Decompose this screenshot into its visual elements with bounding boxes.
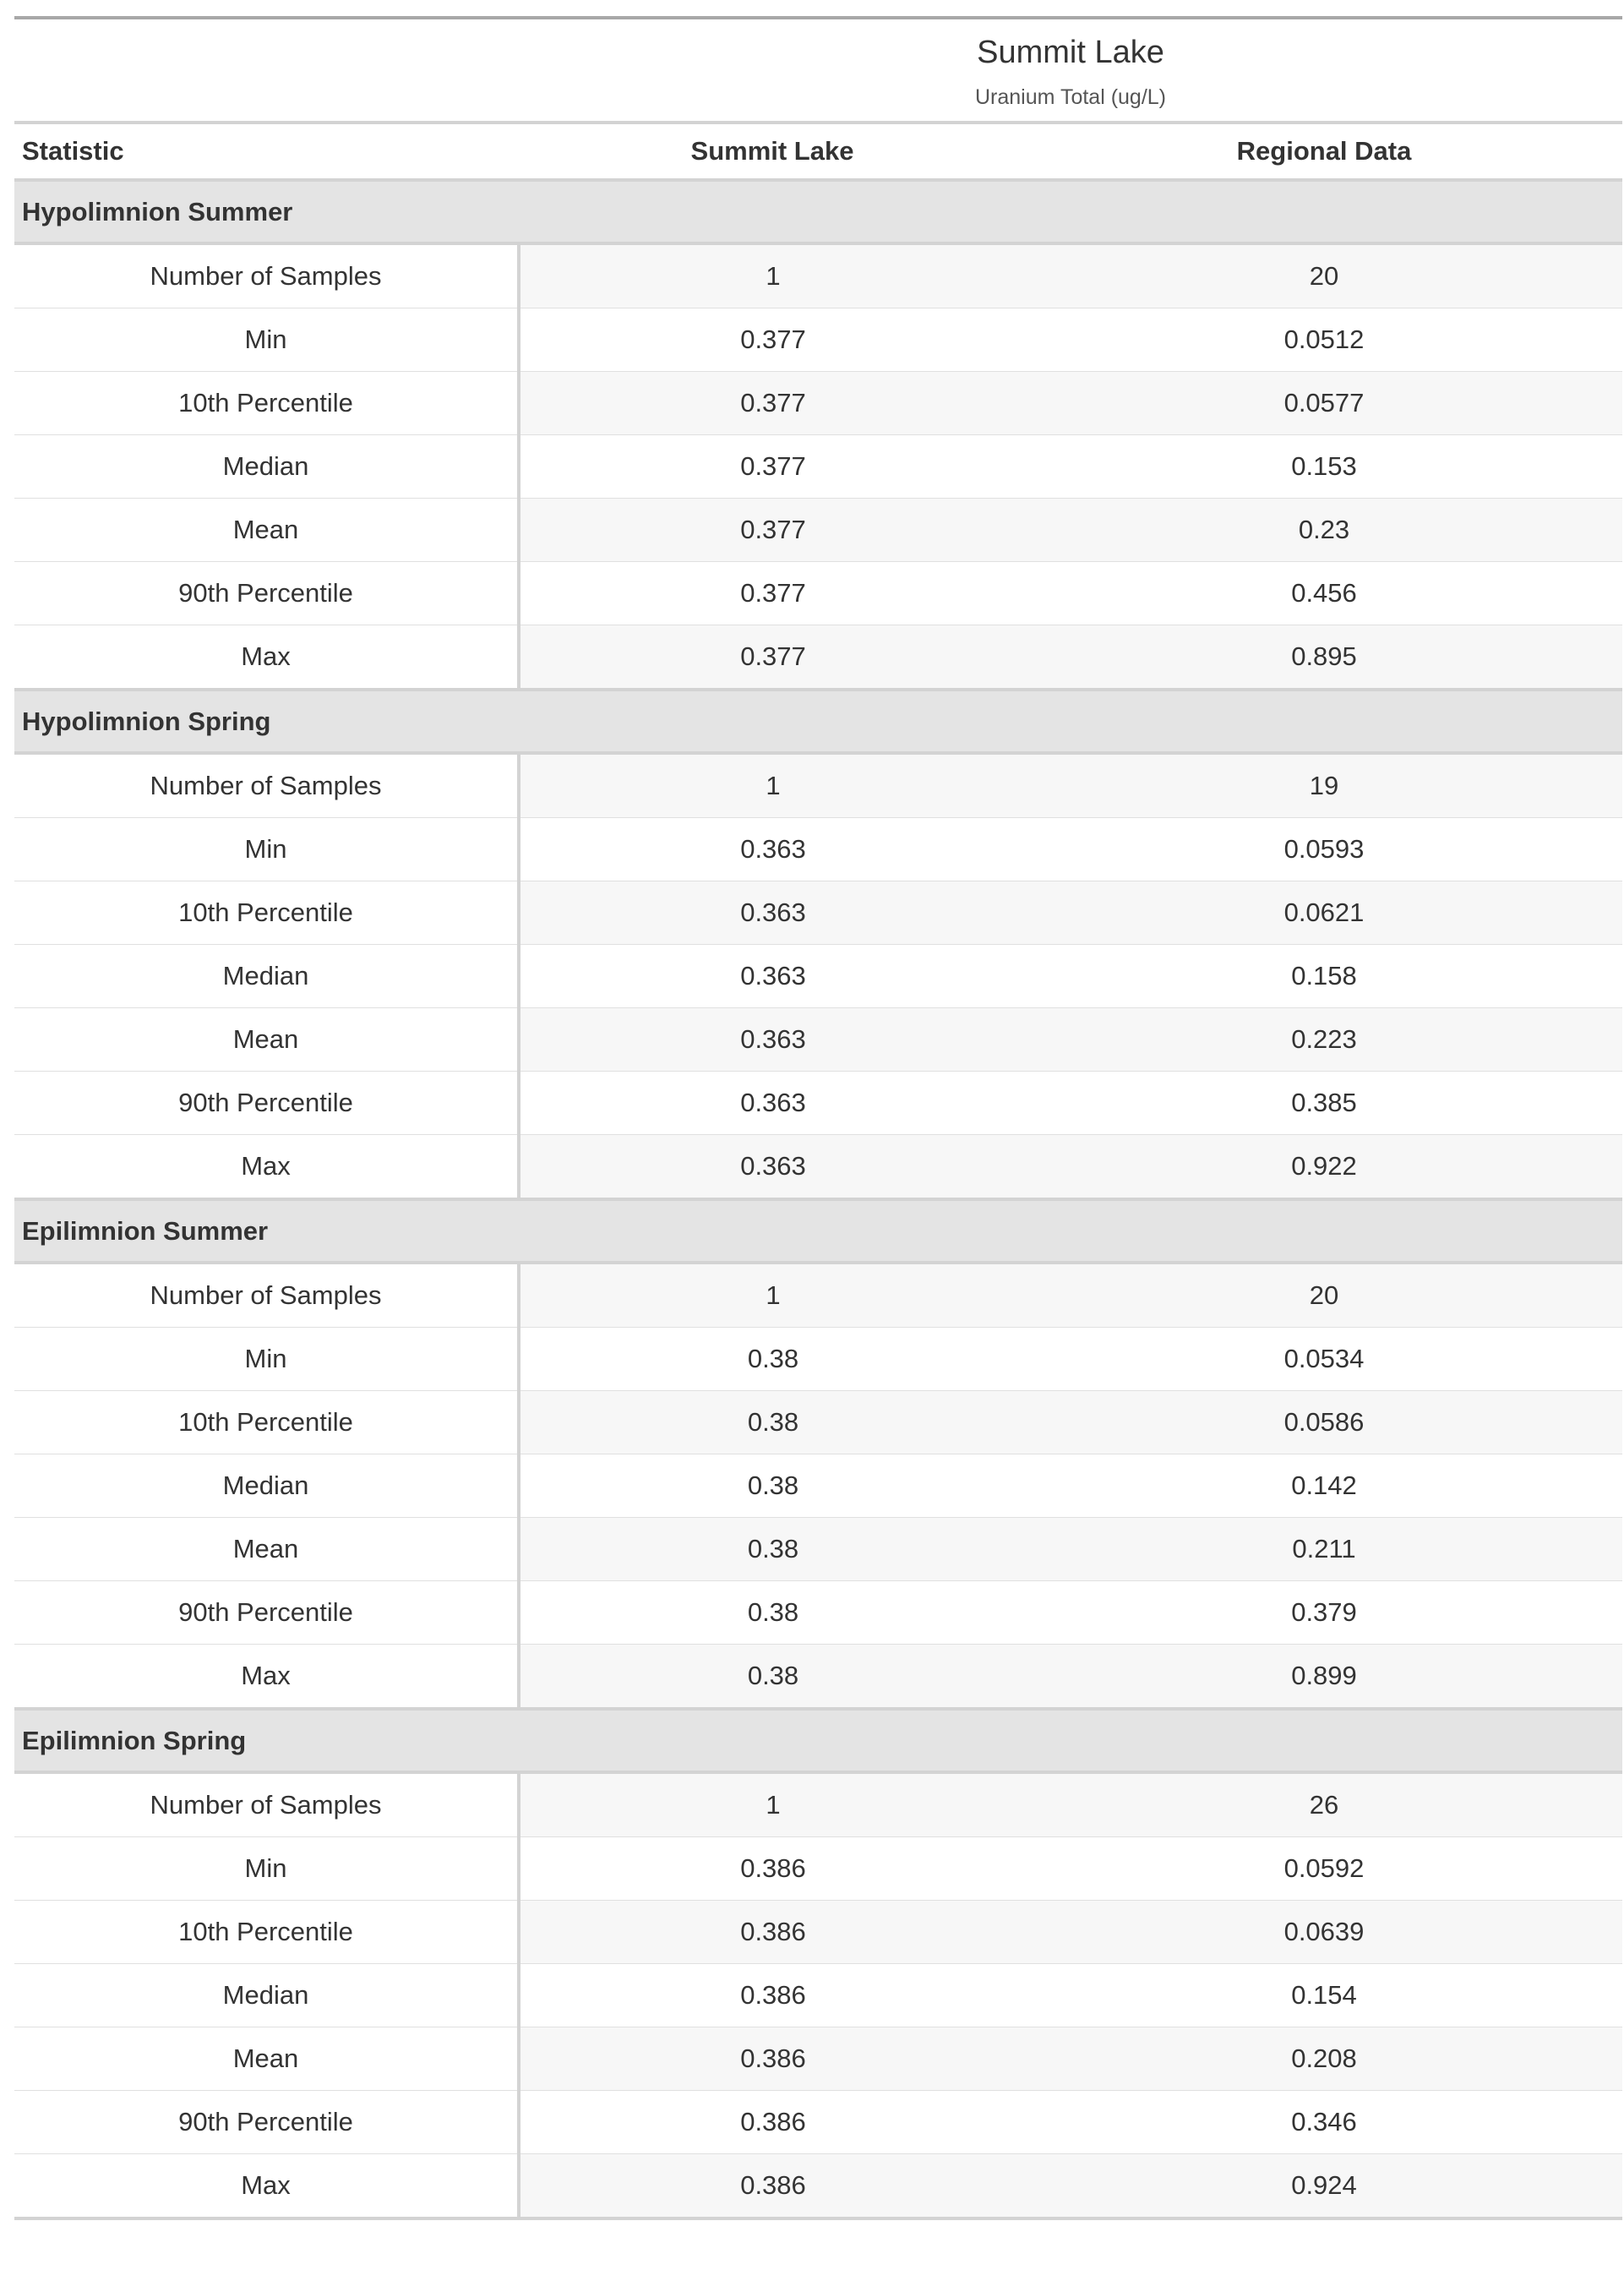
summit-lake-value-cell: 0.386 — [519, 1964, 1026, 2027]
column-header-statistic: Statistic — [14, 123, 519, 180]
table-title-spacer — [14, 18, 519, 123]
group-header-row — [14, 180, 1622, 243]
table-row — [14, 499, 1622, 562]
table-title: Summit Lake — [977, 35, 1164, 70]
statistic-cell: Median — [14, 435, 519, 499]
statistic-cell: Max — [14, 1135, 519, 1200]
statistic-cell: Mean — [14, 499, 519, 562]
table-subtitle: Uranium Total (ug/L) — [974, 85, 1167, 109]
regional-value-cell: 0.0593 — [1026, 818, 1622, 881]
statistic-cell: Number of Samples — [14, 1772, 519, 1837]
summit-lake-value-cell: 0.377 — [519, 499, 1026, 562]
column-header-regional-data: Regional Data — [1026, 123, 1622, 180]
statistic-cell: 90th Percentile — [14, 1072, 519, 1135]
table-row — [14, 1391, 1622, 1454]
statistic-cell: Min — [14, 308, 519, 372]
regional-value-cell: 0.0577 — [1026, 372, 1622, 435]
regional-value-cell: 0.922 — [1026, 1135, 1622, 1200]
table-row — [14, 2027, 1622, 2091]
summit-lake-value-cell: 0.363 — [519, 1008, 1026, 1072]
summit-lake-value-cell: 1 — [519, 753, 1026, 818]
table-row — [14, 308, 1622, 372]
table-row — [14, 1772, 1622, 1837]
table-row — [14, 1901, 1622, 1964]
statistic-cell: 90th Percentile — [14, 1581, 519, 1645]
table-row — [14, 1263, 1622, 1328]
table-title-row — [14, 18, 1622, 123]
summit-lake-value-cell: 0.377 — [519, 435, 1026, 499]
table-row — [14, 562, 1622, 625]
summit-lake-value-cell: 0.386 — [519, 2091, 1026, 2154]
statistic-cell: Number of Samples — [14, 243, 519, 308]
regional-value-cell: 0.223 — [1026, 1008, 1622, 1072]
summit-lake-value-cell: 0.377 — [519, 625, 1026, 690]
table-row — [14, 1518, 1622, 1581]
summit-lake-value-cell: 1 — [519, 1263, 1026, 1328]
regional-value-cell: 0.895 — [1026, 625, 1622, 690]
table-row — [14, 372, 1622, 435]
table-row — [14, 881, 1622, 945]
statistic-cell: Min — [14, 1328, 519, 1391]
summit-lake-value-cell: 0.386 — [519, 2154, 1026, 2219]
regional-value-cell: 0.0592 — [1026, 1837, 1622, 1901]
summit-lake-value-cell: 0.377 — [519, 562, 1026, 625]
table-row — [14, 435, 1622, 499]
table-row — [14, 1454, 1622, 1518]
table-title-cell — [519, 18, 1622, 123]
table-row — [14, 818, 1622, 881]
regional-value-cell: 0.23 — [1026, 499, 1622, 562]
table-row — [14, 945, 1622, 1008]
group-header-label: Hypolimnion Summer — [14, 180, 1622, 243]
table-row — [14, 243, 1622, 308]
table-row — [14, 1645, 1622, 1710]
table-row — [14, 2154, 1622, 2219]
statistic-cell: Min — [14, 1837, 519, 1901]
regional-value-cell: 0.142 — [1026, 1454, 1622, 1518]
regional-value-cell: 0.158 — [1026, 945, 1622, 1008]
summit-lake-value-cell: 0.38 — [519, 1581, 1026, 1645]
table-row — [14, 1072, 1622, 1135]
group-header-row — [14, 1199, 1622, 1263]
summit-lake-value-cell: 0.363 — [519, 1072, 1026, 1135]
statistic-cell: Max — [14, 1645, 519, 1710]
statistic-cell: Number of Samples — [14, 753, 519, 818]
statistic-cell: Number of Samples — [14, 1263, 519, 1328]
summit-lake-value-cell: 0.377 — [519, 308, 1026, 372]
group-header-label: Hypolimnion Spring — [14, 690, 1622, 753]
statistic-cell: Mean — [14, 2027, 519, 2091]
table-row — [14, 753, 1622, 818]
statistic-cell: Max — [14, 2154, 519, 2219]
summit-lake-value-cell: 0.377 — [519, 372, 1026, 435]
group-header-label: Epilimnion Summer — [14, 1199, 1622, 1263]
summit-lake-value-cell: 0.386 — [519, 2027, 1026, 2091]
statistic-cell: Median — [14, 945, 519, 1008]
summary-table-container — [14, 16, 1622, 2220]
regional-value-cell: 0.899 — [1026, 1645, 1622, 1710]
statistic-cell: Max — [14, 625, 519, 690]
table-body — [14, 180, 1622, 2218]
summit-lake-value-cell: 0.363 — [519, 945, 1026, 1008]
regional-value-cell: 0.153 — [1026, 435, 1622, 499]
table-row — [14, 1837, 1622, 1901]
summit-lake-value-cell: 0.38 — [519, 1518, 1026, 1581]
statistic-cell: 10th Percentile — [14, 372, 519, 435]
regional-value-cell: 0.0512 — [1026, 308, 1622, 372]
column-header-row — [14, 123, 1622, 180]
statistic-cell: Mean — [14, 1518, 519, 1581]
summit-lake-value-cell: 0.38 — [519, 1454, 1026, 1518]
regional-value-cell: 0.456 — [1026, 562, 1622, 625]
statistic-cell: Min — [14, 818, 519, 881]
statistic-cell: 90th Percentile — [14, 2091, 519, 2154]
regional-value-cell: 0.346 — [1026, 2091, 1622, 2154]
summit-lake-value-cell: 0.38 — [519, 1645, 1026, 1710]
summit-lake-value-cell: 0.386 — [519, 1837, 1026, 1901]
summit-lake-value-cell: 1 — [519, 243, 1026, 308]
regional-value-cell: 0.208 — [1026, 2027, 1622, 2091]
statistic-cell: 10th Percentile — [14, 1901, 519, 1964]
regional-value-cell: 0.385 — [1026, 1072, 1622, 1135]
summit-lake-value-cell: 1 — [519, 1772, 1026, 1837]
statistic-cell: 10th Percentile — [14, 881, 519, 945]
regional-value-cell: 0.0586 — [1026, 1391, 1622, 1454]
table-row — [14, 625, 1622, 690]
regional-value-cell: 0.379 — [1026, 1581, 1622, 1645]
group-header-row — [14, 1709, 1622, 1772]
regional-value-cell: 0.924 — [1026, 2154, 1622, 2219]
regional-value-cell: 20 — [1026, 1263, 1622, 1328]
table-row — [14, 1135, 1622, 1200]
summit-lake-value-cell: 0.386 — [519, 1901, 1026, 1964]
regional-value-cell: 26 — [1026, 1772, 1622, 1837]
summit-lake-value-cell: 0.38 — [519, 1328, 1026, 1391]
statistic-cell: Median — [14, 1454, 519, 1518]
summit-lake-value-cell: 0.363 — [519, 818, 1026, 881]
summit-lake-value-cell: 0.363 — [519, 1135, 1026, 1200]
regional-value-cell: 0.0639 — [1026, 1901, 1622, 1964]
regional-value-cell: 0.0534 — [1026, 1328, 1622, 1391]
statistic-cell: 10th Percentile — [14, 1391, 519, 1454]
table-row — [14, 1328, 1622, 1391]
table-row — [14, 2091, 1622, 2154]
summit-lake-value-cell: 0.363 — [519, 881, 1026, 945]
table-row — [14, 1008, 1622, 1072]
summit-lake-value-cell: 0.38 — [519, 1391, 1026, 1454]
regional-value-cell: 0.211 — [1026, 1518, 1622, 1581]
table-row — [14, 1964, 1622, 2027]
table-row — [14, 1581, 1622, 1645]
statistic-cell: Median — [14, 1964, 519, 2027]
regional-value-cell: 0.154 — [1026, 1964, 1622, 2027]
column-header-summit-lake: Summit Lake — [519, 123, 1026, 180]
summary-statistics-table — [14, 16, 1622, 2220]
regional-value-cell: 19 — [1026, 753, 1622, 818]
group-header-row — [14, 690, 1622, 753]
statistic-cell: 90th Percentile — [14, 562, 519, 625]
regional-value-cell: 20 — [1026, 243, 1622, 308]
group-header-label: Epilimnion Spring — [14, 1709, 1622, 1772]
regional-value-cell: 0.0621 — [1026, 881, 1622, 945]
statistic-cell: Mean — [14, 1008, 519, 1072]
